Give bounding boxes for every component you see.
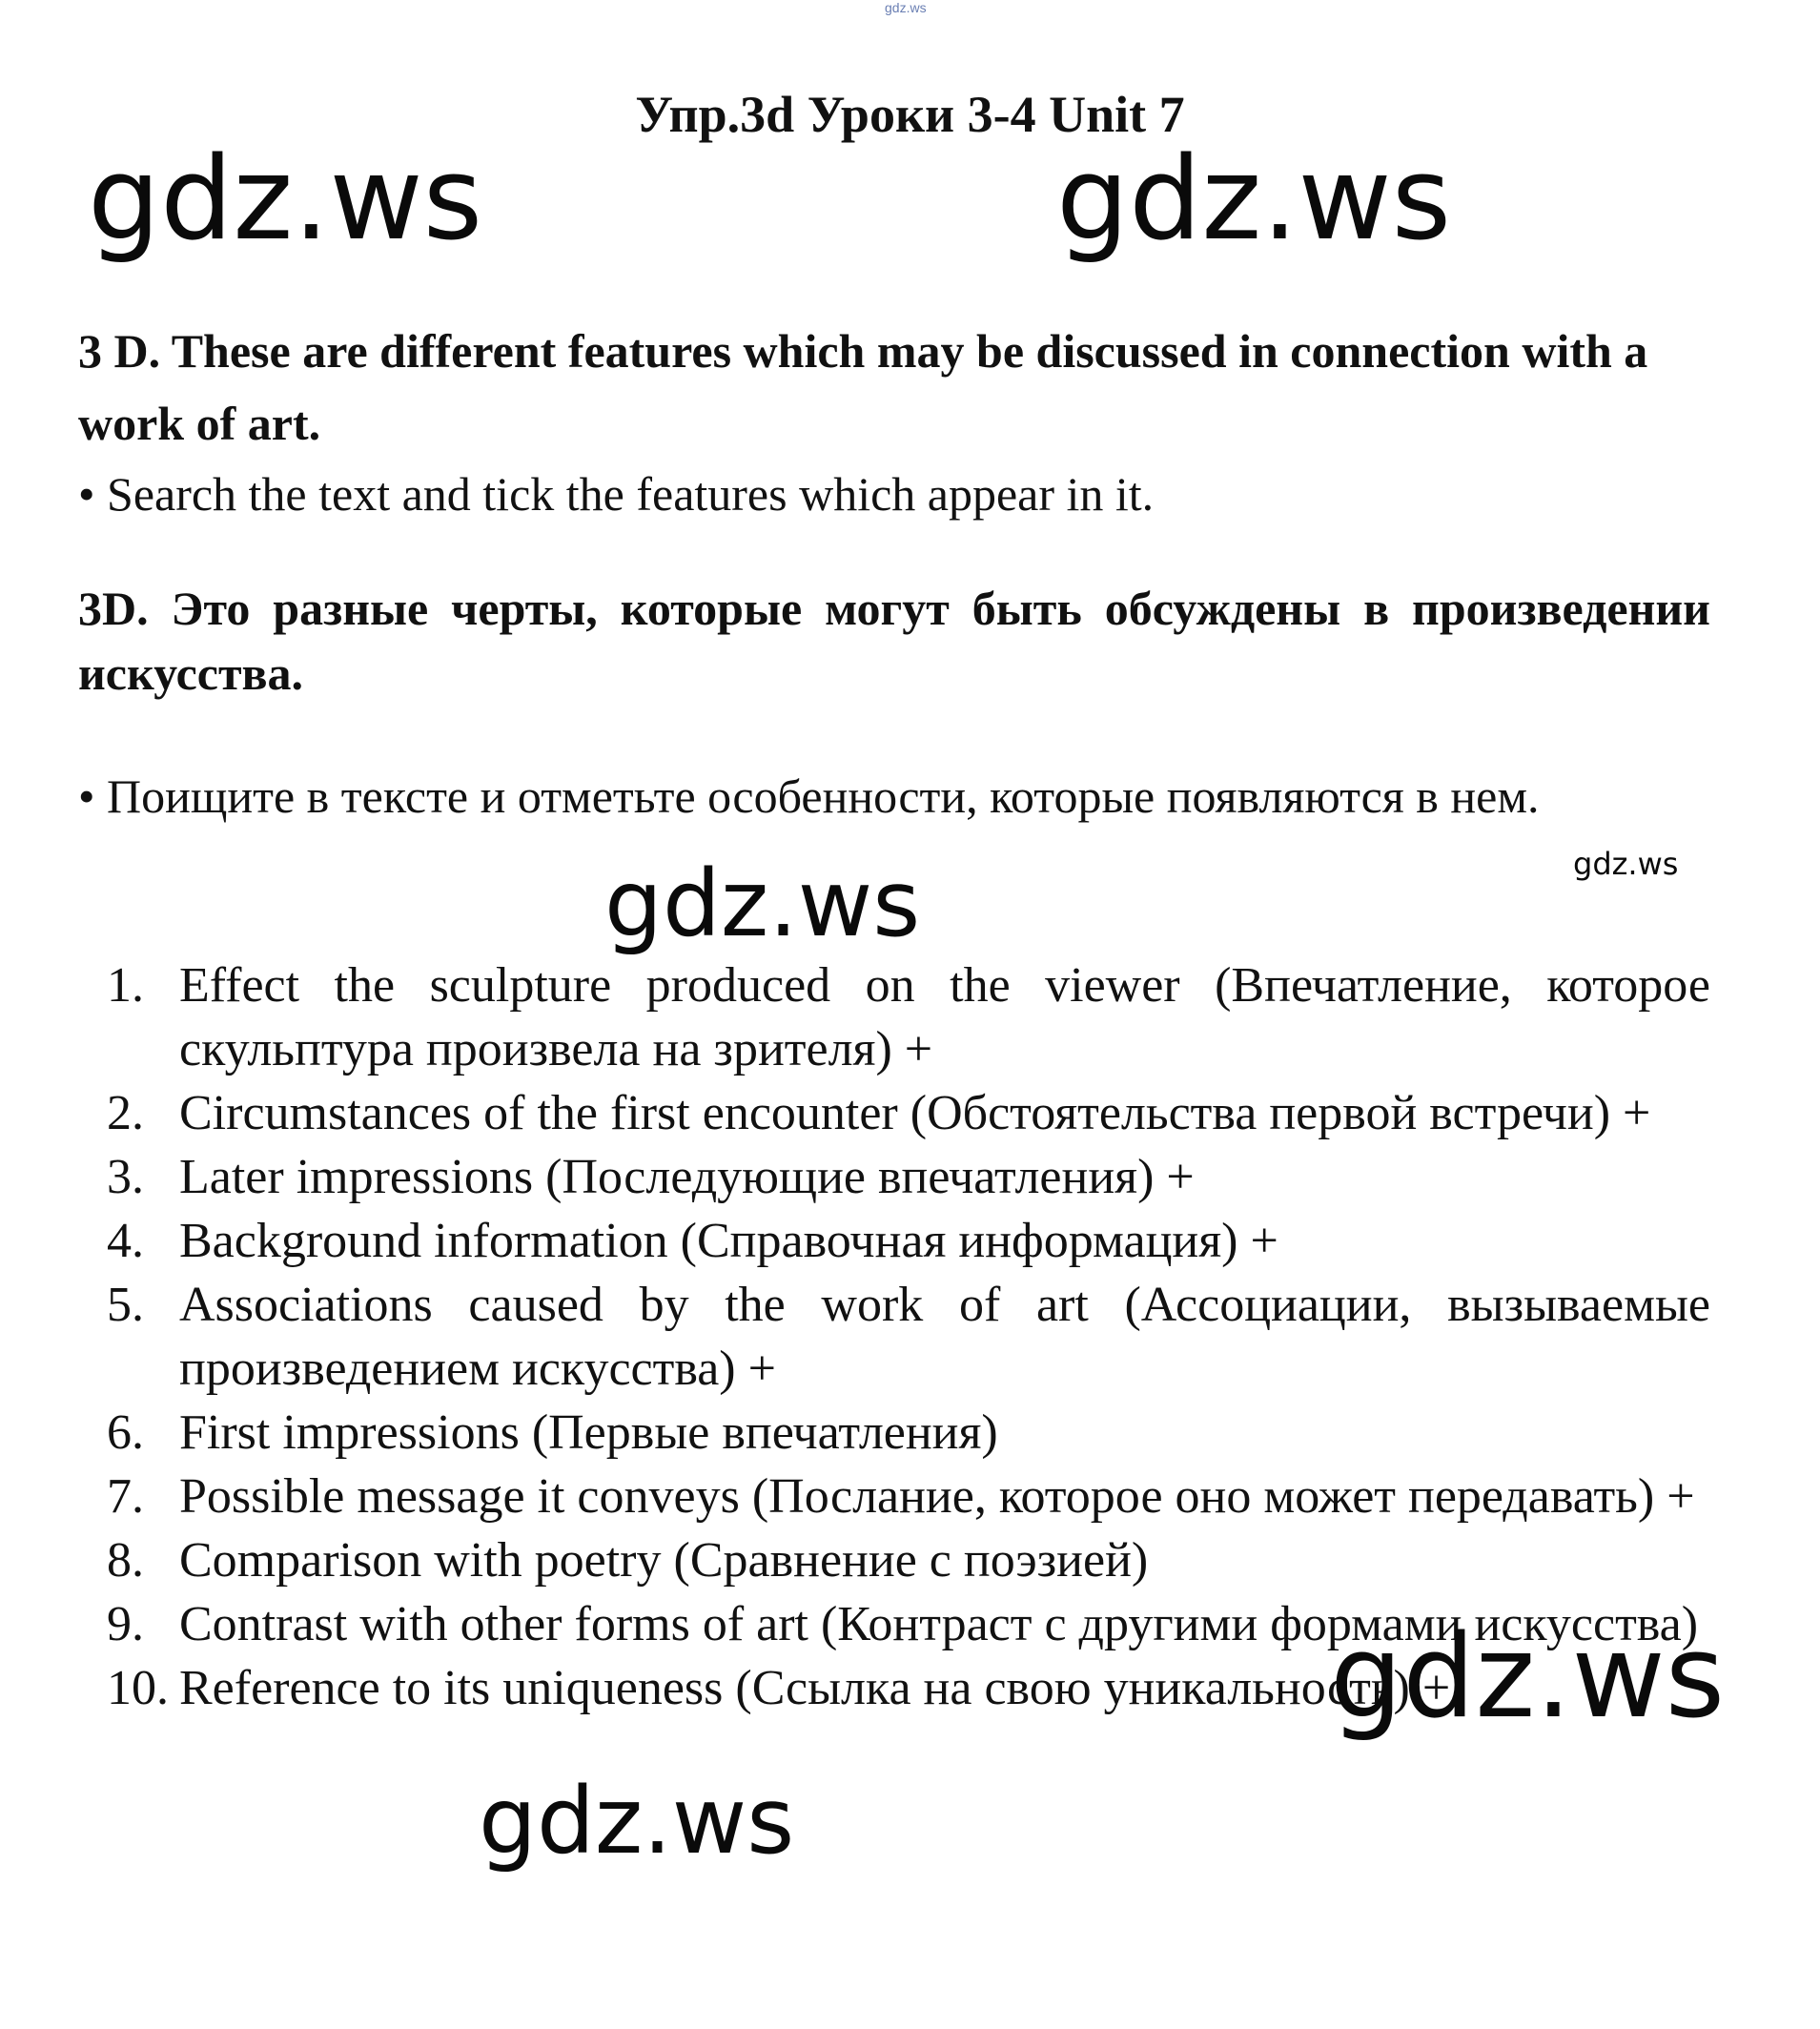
answer-number: 10.	[107, 1661, 169, 1715]
answer-text: Reference to its uniqueness (Ссылка на свою уникальность) +	[179, 1661, 1451, 1715]
answer-text: Possible message it conveys (Послание, которое оно может передавать) +	[179, 1469, 1695, 1524]
answer-text: Associations caused by the work of art (Ассоциации, вызываемые произведением искусства) +	[179, 1278, 1710, 1396]
answer-item	[78, 1401, 1710, 1465]
answer-item	[78, 1465, 1710, 1528]
watermark-logo: gdz.ws	[604, 851, 921, 957]
exercise-title-english: 3 D. These are different features which may be discussed in connection with a work of art.	[78, 324, 1648, 450]
answer-number: 1.	[107, 958, 144, 1013]
watermark-logo: gdz.ws	[1330, 1611, 1726, 1744]
answer-number: 2.	[107, 1086, 144, 1140]
answer-number: 3.	[107, 1150, 144, 1204]
answer-item	[78, 1081, 1710, 1145]
answer-number: 4.	[107, 1214, 144, 1268]
answer-item	[78, 1273, 1710, 1401]
answer-text: Effect the sculpture produced on the viewer (Впечатление, которое скульптура произвела на зрителя) +	[179, 958, 1710, 1076]
answer-item	[78, 1145, 1710, 1209]
answer-item	[78, 1209, 1710, 1273]
exercise-title-russian: 3D. Это разные черты, которые могут быть обсуждены в произведении искусства.	[78, 582, 1710, 700]
answer-number: 8.	[107, 1533, 144, 1588]
top-watermark: gdz.ws	[885, 0, 927, 15]
watermark-logo: gdz.ws	[1573, 846, 1679, 882]
watermark-logo: gdz.ws	[479, 1768, 795, 1875]
answer-text: Contrast with other forms of art (Контраст с другими формами искусства)	[179, 1597, 1699, 1651]
answer-item	[78, 1528, 1710, 1592]
answer-text: Later impressions (Последующие впечатления) +	[179, 1150, 1195, 1204]
exercise-instruction-russian: • Поищите в тексте и отметьте особенности, которые появляются в нем.	[78, 769, 1540, 823]
answer-text: First impressions (Первые впечатления)	[179, 1405, 998, 1460]
page-title: Упр.3d Уроки 3-4 Unit 7	[635, 86, 1185, 143]
answer-number: 9.	[107, 1597, 144, 1651]
answer-number: 7.	[107, 1469, 144, 1524]
exercise-instruction-english: • Search the text and tick the features which appear in it.	[78, 467, 1155, 521]
watermark-logo: gdz.ws	[88, 133, 483, 266]
answer-item	[78, 953, 1710, 1081]
answer-text: Background information (Справочная информация) +	[179, 1214, 1278, 1268]
answer-number: 5.	[107, 1278, 144, 1332]
watermark-logo: gdz.ws	[1056, 133, 1452, 266]
answer-list	[78, 953, 1710, 1720]
answer-text: Circumstances of the first encounter (Обстоятельства первой встречи) +	[179, 1086, 1651, 1140]
answer-number: 6.	[107, 1405, 144, 1460]
answer-text: Comparison with poetry (Сравнение с поэзией)	[179, 1533, 1149, 1588]
